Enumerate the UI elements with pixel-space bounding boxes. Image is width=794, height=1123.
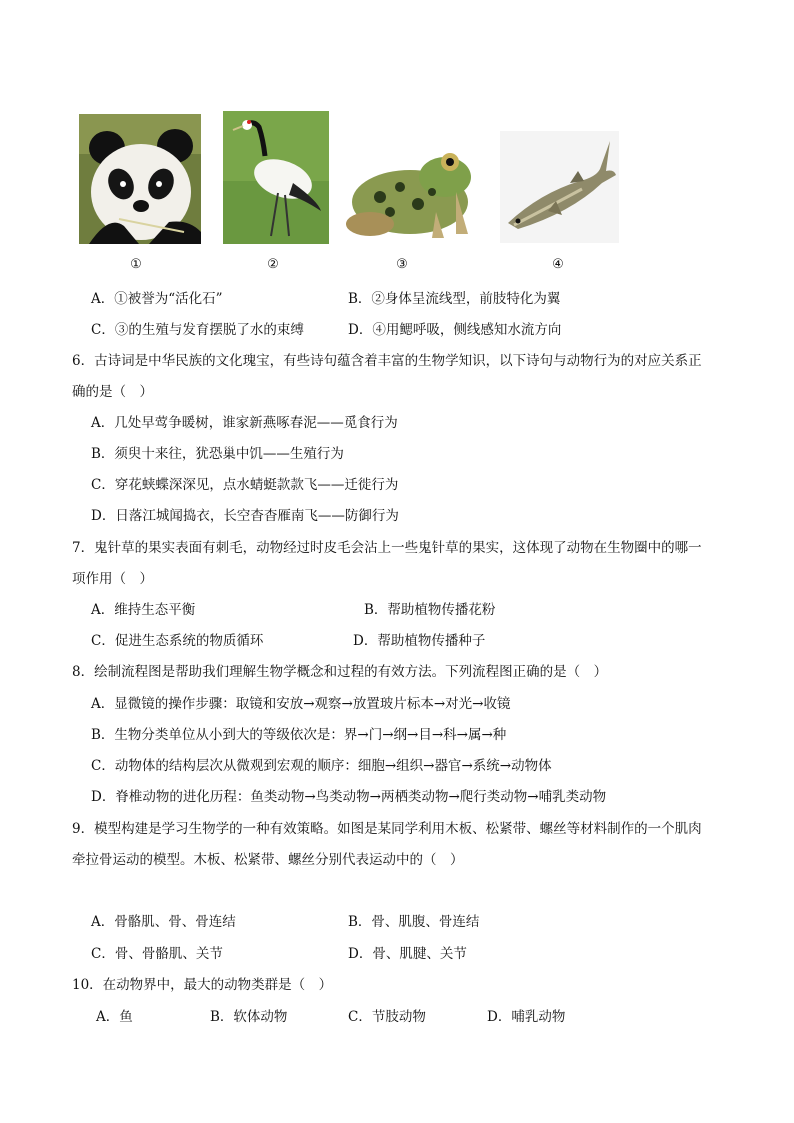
q10-option-c: C．节肢动物	[348, 1009, 426, 1025]
q5-option-d: D．④用鳃呼吸，侧线感知水流方向	[348, 322, 562, 338]
q9-option-c: C．骨、骨骼肌、关节	[91, 946, 223, 962]
image-label-2: ②	[267, 257, 279, 272]
q8-option-d: D．脊椎动物的进化历程：鱼类动物→鸟类动物→两栖类动物→爬行类动物→哺乳类动物	[91, 789, 607, 805]
q9-option-a: A．骨骼肌、骨、骨连结	[91, 914, 236, 930]
q9-option-b: B．骨、肌腹、骨连结	[348, 914, 480, 930]
q7-stem-line-1: 7．鬼针草的果实表面有刺毛，动物经过时皮毛会沾上一些鬼针草的果实，这体现了动物在生物圈中的哪一	[72, 540, 702, 556]
frog-image	[340, 142, 481, 242]
q10-option-b: B．软体动物	[210, 1009, 288, 1025]
crane-image	[223, 111, 329, 244]
q8-stem: 8．绘制流程图是帮助我们理解生物学概念和过程的有效方法。下列流程图正确的是（ ）	[72, 664, 608, 680]
q6-option-a: A．几处早莺争暖树，谁家新燕啄春泥——觅食行为	[91, 415, 398, 431]
q10-option-d: D．哺乳动物	[487, 1009, 566, 1025]
fish-image	[500, 131, 619, 243]
q10-option-a: A．鱼	[96, 1009, 133, 1025]
q10-stem: 10．在动物界中，最大的动物类群是（ ）	[72, 977, 333, 993]
q8-option-a: A．显微镜的操作步骤：取镜和安放→观察→放置玻片标本→对光→收镜	[91, 696, 511, 712]
q7-option-a: A．维持生态平衡	[91, 602, 196, 618]
q5-option-b: B．②身体呈流线型，前肢特化为翼	[348, 291, 561, 307]
q9-stem-line-2: 牵拉骨运动的模型。木板、松紧带、螺丝分别代表运动中的（ ）	[72, 852, 464, 868]
q6-option-d: D．日落江城闻捣衣，长空杳杳雁南飞——防御行为	[91, 508, 399, 524]
image-label-1: ①	[130, 257, 142, 272]
q8-option-c: C．动物体的结构层次从微观到宏观的顺序：细胞→组织→器官→系统→动物体	[91, 758, 552, 774]
q7-option-c: C．促进生态系统的物质循环	[91, 633, 264, 649]
q7-option-b: B．帮助植物传播花粉	[364, 602, 496, 618]
q6-stem-line-1: 6．古诗词是中华民族的文化瑰宝，有些诗句蕴含着丰富的生物学知识，以下诗句与动物行为的对应关系正	[72, 353, 702, 369]
panda-image	[79, 114, 201, 244]
image-label-4: ④	[552, 257, 564, 272]
q6-option-c: C．穿花蛱蝶深深见，点水蜻蜓款款飞——迁徙行为	[91, 477, 399, 493]
q5-option-c: C．③的生殖与发育摆脱了水的束缚	[91, 322, 304, 338]
q6-stem-line-2: 确的是（ ）	[72, 384, 153, 400]
q8-option-b: B．生物分类单位从小到大的等级依次是：界→门→纲→目→科→属→种	[91, 727, 507, 743]
q9-stem-line-1: 9．模型构建是学习生物学的一种有效策略。如图是某同学利用木板、松紧带、螺丝等材料制作的一个肌肉	[72, 821, 702, 837]
q9-option-d: D．骨、肌腱、关节	[348, 946, 467, 962]
q7-stem-line-2: 项作用（ ）	[72, 571, 153, 587]
q5-option-a: A．①被誉为“活化石”	[91, 291, 223, 307]
q7-option-d: D．帮助植物传播种子	[353, 633, 486, 649]
q6-option-b: B．须臾十来往，犹恐巢中饥——生殖行为	[91, 446, 344, 462]
image-label-3: ③	[396, 257, 408, 272]
